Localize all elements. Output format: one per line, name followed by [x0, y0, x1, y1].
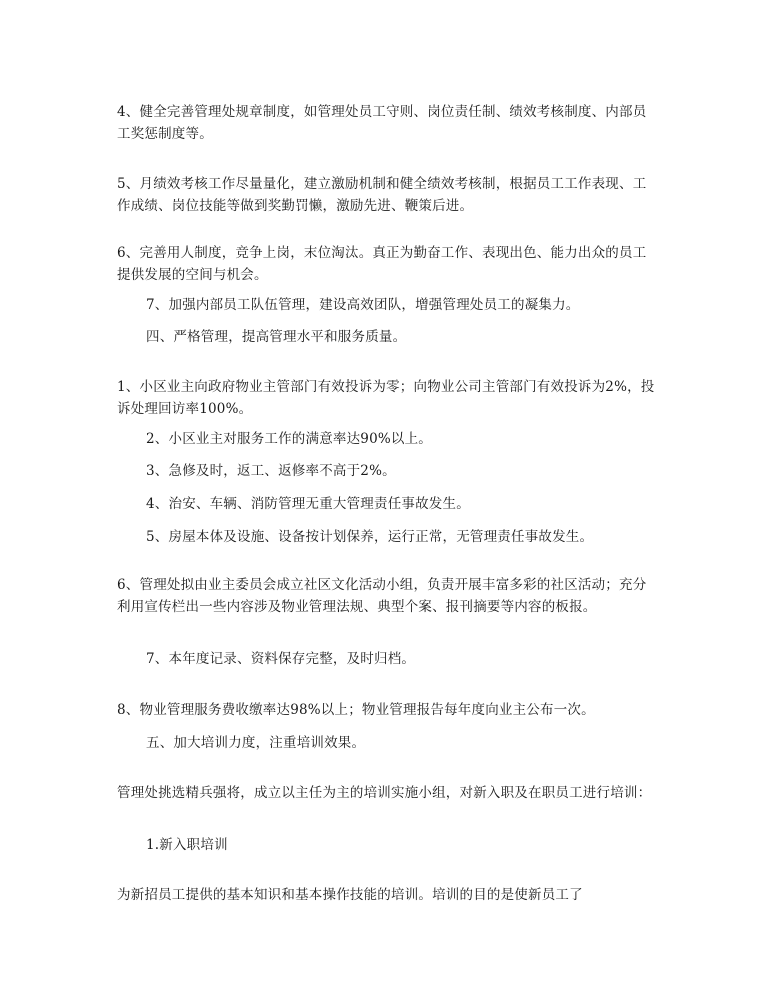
section-heading-management: 四、严格管理，提高管理水平和服务质量。 [146, 329, 407, 345]
subheading-new-hire-training: 1.新入职培训 [146, 837, 228, 853]
paragraph-community: 6、管理处拟由业主委员会成立社区文化活动小组，负责开展丰富多彩的社区活动；充分利用宣传栏出一些内容涉及物业管理法规、典型个案、报刊摘要等内容的板报。 [117, 577, 647, 615]
section-heading-training: 五、加大培训力度，注重培训效果。 [146, 735, 366, 751]
paragraph-complaints: 1、小区业主向政府物业主管部门有效投诉为零；向物业公司主管部门有效投诉为2%，投诉处理回访率100%。 [117, 379, 655, 417]
paragraph-repairs: 3、急修及时，返工、返修率不高于2%。 [146, 463, 396, 479]
paragraph-training-team: 管理处挑选精兵强将，成立以主任为主的培训实施小组，对新入职及在职员工进行培训： [117, 785, 652, 801]
paragraph-rules: 4、健全完善管理处规章制度，如管理处员工守则、岗位责任制、绩效考核制度、内部员工奖惩制度等。 [117, 104, 647, 142]
paragraph-satisfaction: 2、小区业主对服务工作的满意率达90%以上。 [146, 431, 432, 447]
paragraph-fees: 8、物业管理服务费收缴率达98%以上；物业管理报告每年度向业主公布一次。 [117, 702, 595, 718]
paragraph-new-hire-desc: 为新招员工提供的基本知识和基本操作技能的培训。培训的目的是使新员工了 [117, 887, 583, 903]
paragraph-records: 7、本年度记录、资料保存完整，及时归档。 [146, 651, 416, 667]
paragraph-team: 7、加强内部员工队伍管理，建设高效团队，增强管理处员工的凝集力。 [146, 297, 580, 313]
paragraph-maintenance: 5、房屋本体及设施、设备按计划保养，运行正常，无管理责任事故发生。 [146, 529, 594, 545]
paragraph-performance: 5、月绩效考核工作尽量量化，建立激励机制和健全绩效考核制，根据员工工作表现、工作成绩、岗位技能等做到奖勤罚懒，激励先进、鞭策后进。 [117, 176, 647, 214]
paragraph-hiring: 6、完善用人制度，竞争上岗，末位淘汰。真正为勤奋工作、表现出色、能力出众的员工提供发展的空间与机会。 [117, 245, 647, 283]
paragraph-security: 4、治安、车辆、消防管理无重大管理责任事故发生。 [146, 496, 470, 512]
